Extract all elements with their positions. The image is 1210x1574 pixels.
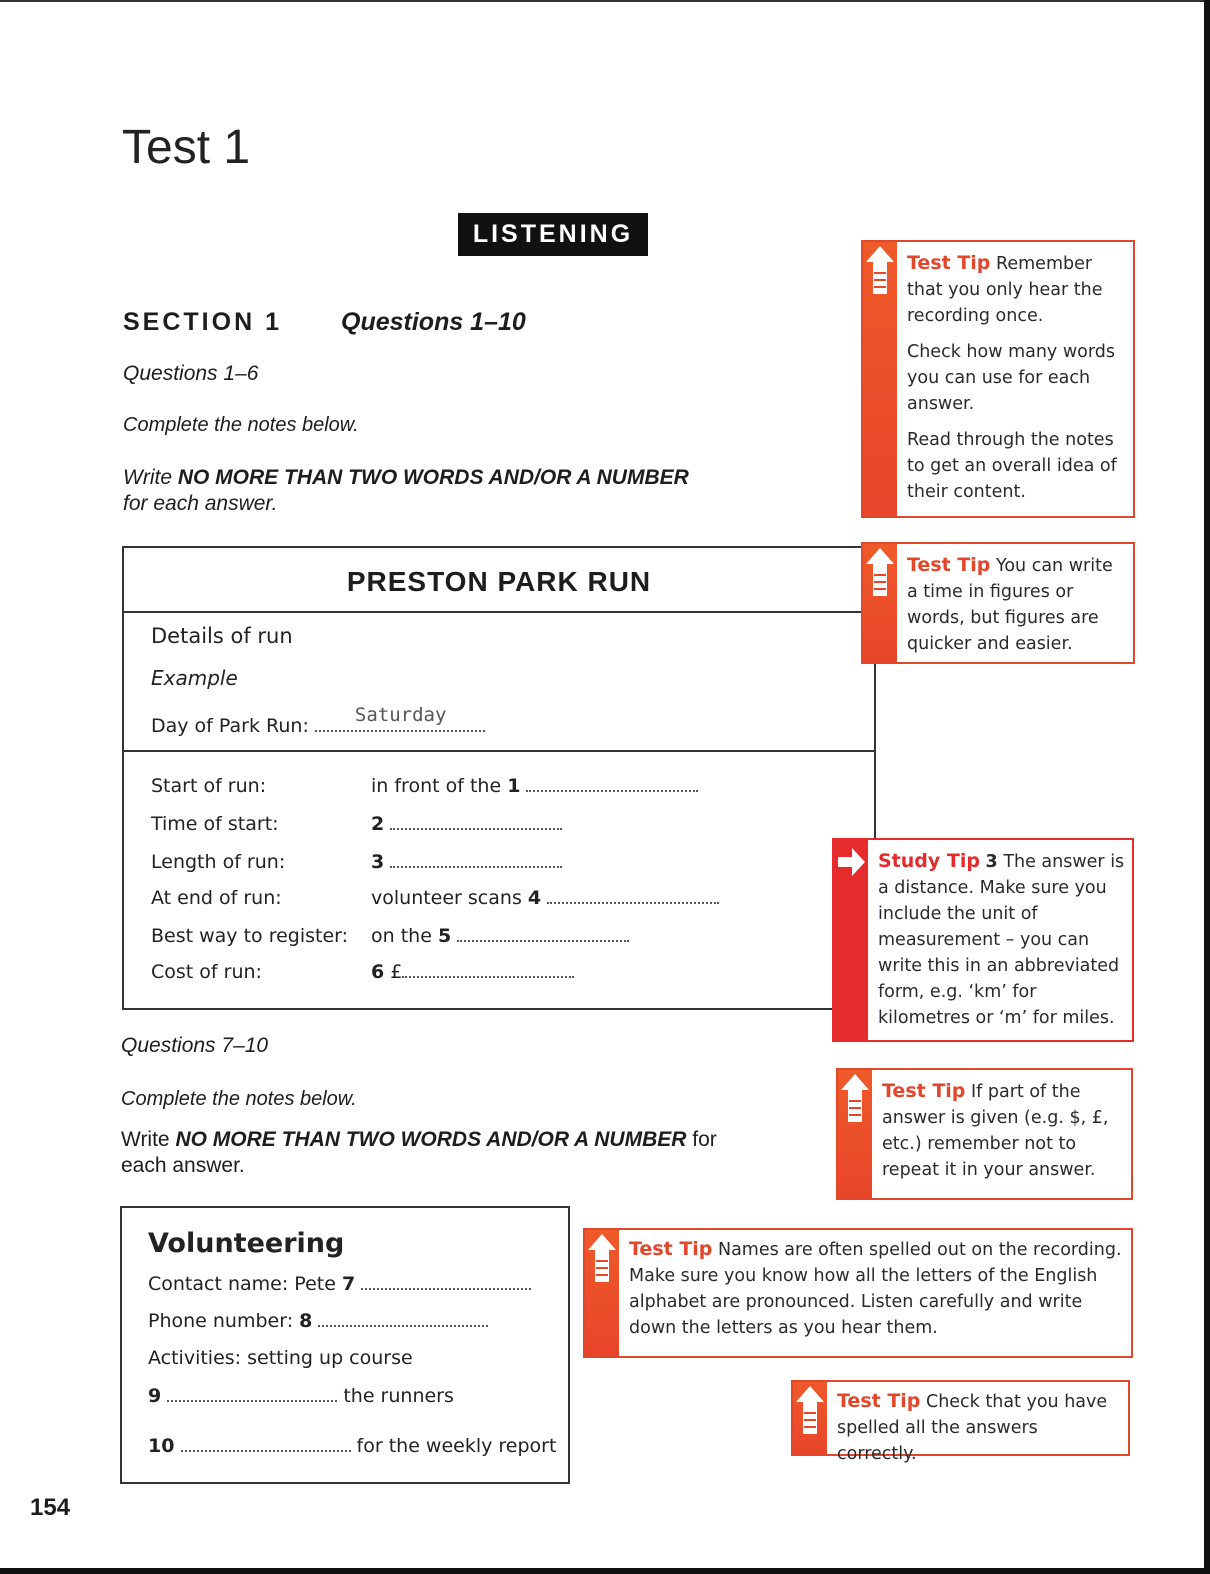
tip-heading: Test Tip (882, 1080, 966, 1102)
tip-bar (863, 242, 897, 516)
answer-blank-10[interactable] (181, 1436, 351, 1452)
tip-bar (585, 1230, 619, 1356)
up-arrow-icon (838, 1070, 872, 1130)
questions-1-6-label: Questions 1–6 (123, 362, 259, 385)
example-divider (122, 750, 876, 752)
answer-blank-2[interactable] (390, 814, 562, 830)
tip-content: Check that you have spelled all the answers correctly. (837, 1392, 1108, 1464)
tip-bar (793, 1382, 827, 1454)
question-number: 6 (371, 961, 385, 983)
answer-blank-7[interactable] (361, 1274, 531, 1290)
up-arrow-icon (793, 1382, 827, 1442)
tip-content: You can write a time in figures or words, but figures are quicker and easier. (907, 556, 1113, 654)
phone-row (148, 1310, 488, 1332)
tip-content: Names are often spelled out on the recording. Make sure you know how all the letters of the English alphabet are pronounced. Listen carefully and write down the letters as you hear them. (629, 1240, 1122, 1338)
write-prefix: Write (121, 1128, 170, 1151)
write-suffix-2: each answer. (121, 1154, 245, 1177)
tip-heading: Test Tip (837, 1390, 921, 1412)
tip-bar (834, 840, 868, 1040)
q10-text: for the weekly report (356, 1435, 557, 1457)
right-arrow-icon (834, 840, 868, 884)
row-prefix: in front of the (371, 775, 502, 797)
write-instruction-2 (121, 1127, 801, 1179)
answer-blank-1[interactable] (526, 776, 698, 792)
row-value-4 (371, 887, 719, 909)
row-value-5 (371, 925, 629, 947)
tip-content: If part of the answer is given (e.g. $, £, etc.) remember not to repeat it in your answer. (882, 1082, 1109, 1180)
q9-row (148, 1385, 454, 1407)
row-value-6 (371, 961, 574, 983)
tip-paragraph-1: Remember that you only hear the recording once. (907, 254, 1103, 326)
activities-label: Activities: setting up course (148, 1347, 413, 1369)
page-number: 154 (30, 1494, 71, 1521)
row-value-3 (371, 851, 562, 873)
write-bold: NO MORE THAN TWO WORDS AND/OR A NUMBER (175, 1128, 687, 1151)
question-number: 4 (527, 887, 542, 909)
write-bold: NO MORE THAN TWO WORDS AND/OR A NUMBER (177, 466, 689, 489)
tip-heading: Test Tip (907, 252, 991, 274)
tip-paragraph-3: Read through the notes to get an overall idea of their content. (907, 430, 1117, 502)
preston-title: PRESTON PARK RUN (346, 566, 652, 597)
contact-row (148, 1273, 531, 1295)
tip-number: 3 (985, 852, 998, 872)
tip-heading: Study Tip (878, 850, 980, 872)
contact-label: Contact name: Pete (148, 1273, 336, 1295)
q9-text: the runners (343, 1385, 454, 1407)
up-arrow-icon (863, 242, 897, 302)
row-label-1: Start of run: (151, 775, 267, 797)
tip-paragraph-2: Check how many words you can use for each answer. (907, 342, 1115, 414)
listening-badge: LISTENING (458, 213, 648, 256)
tip-content: The answer is a distance. Make sure you include the unit of measurement – you can write this in an abbreviated form, e.g. ‘km’ for kilometres or ‘m’ for miles. (878, 852, 1125, 1028)
row-prefix: volunteer scans (371, 887, 522, 909)
row-label-6: Cost of run: (151, 961, 262, 983)
question-number: 8 (299, 1310, 313, 1332)
write-instruction-1 (123, 465, 763, 517)
section-questions: Questions 1–10 (341, 308, 526, 336)
question-number: 7 (341, 1273, 356, 1295)
answer-blank-6[interactable] (402, 962, 574, 978)
section-label: SECTION 1 (123, 308, 282, 336)
study-tip-3 (832, 838, 1134, 1042)
write-prefix: Write (123, 466, 172, 489)
question-number: 1 (507, 775, 521, 797)
test-tip-4 (836, 1068, 1133, 1200)
row-label-3: Length of run: (151, 851, 286, 873)
example-answer-line (315, 704, 485, 732)
up-arrow-icon (863, 544, 897, 604)
row-label-5: Best way to register: (151, 925, 349, 947)
tip-heading: Test Tip (629, 1238, 713, 1260)
test-tip-1 (861, 240, 1135, 518)
tip-text (629, 1236, 1124, 1341)
currency-symbol: £ (390, 961, 403, 983)
top-border (0, 0, 1210, 2)
tip-bar (863, 544, 897, 662)
title-divider (122, 611, 876, 613)
answer-blank-8[interactable] (318, 1311, 488, 1327)
answer-blank-3[interactable] (390, 852, 562, 868)
questions-7-10-label: Questions 7–10 (121, 1034, 269, 1057)
tip-bar (838, 1070, 872, 1198)
example-label: Example (151, 666, 238, 690)
phone-label: Phone number: (148, 1310, 294, 1332)
page-title: Test 1 (122, 121, 251, 174)
row-label-4: At end of run: (151, 887, 282, 909)
tip-text (882, 1078, 1122, 1183)
row-prefix: on the (371, 925, 432, 947)
up-arrow-icon (585, 1230, 619, 1290)
example-row (151, 704, 485, 737)
write-suffix: for each answer. (123, 492, 278, 515)
tip-heading: Test Tip (907, 554, 991, 576)
answer-blank-9[interactable] (167, 1386, 337, 1402)
q10-row (148, 1435, 556, 1457)
write-suffix: for (692, 1128, 717, 1151)
test-tip-2 (861, 542, 1135, 664)
example-answer: Saturday (354, 704, 447, 726)
tip-text (907, 552, 1125, 657)
tip-text (907, 250, 1125, 515)
question-number: 2 (371, 813, 385, 835)
volunteering-title: Volunteering (148, 1228, 345, 1259)
bottom-border (0, 1568, 1210, 1574)
details-heading: Details of run (151, 624, 293, 648)
row-value-2 (371, 813, 562, 835)
question-number: 9 (148, 1385, 162, 1407)
tip-text (878, 848, 1126, 1031)
row-value-1 (371, 775, 698, 797)
tip-text (837, 1388, 1122, 1467)
example-field: Day of Park Run: (151, 715, 309, 737)
answer-blank-5[interactable] (457, 926, 629, 942)
right-border (1204, 0, 1210, 1574)
question-number: 3 (371, 851, 385, 873)
answer-blank-4[interactable] (547, 888, 719, 904)
instruction-1: Complete the notes below. (123, 414, 359, 436)
test-tip-6 (791, 1380, 1130, 1464)
row-label-2: Time of start: (151, 813, 279, 835)
test-tip-5 (583, 1228, 1133, 1358)
question-number: 5 (437, 925, 452, 947)
question-number: 10 (148, 1435, 175, 1457)
instruction-2: Complete the notes below. (121, 1088, 357, 1110)
